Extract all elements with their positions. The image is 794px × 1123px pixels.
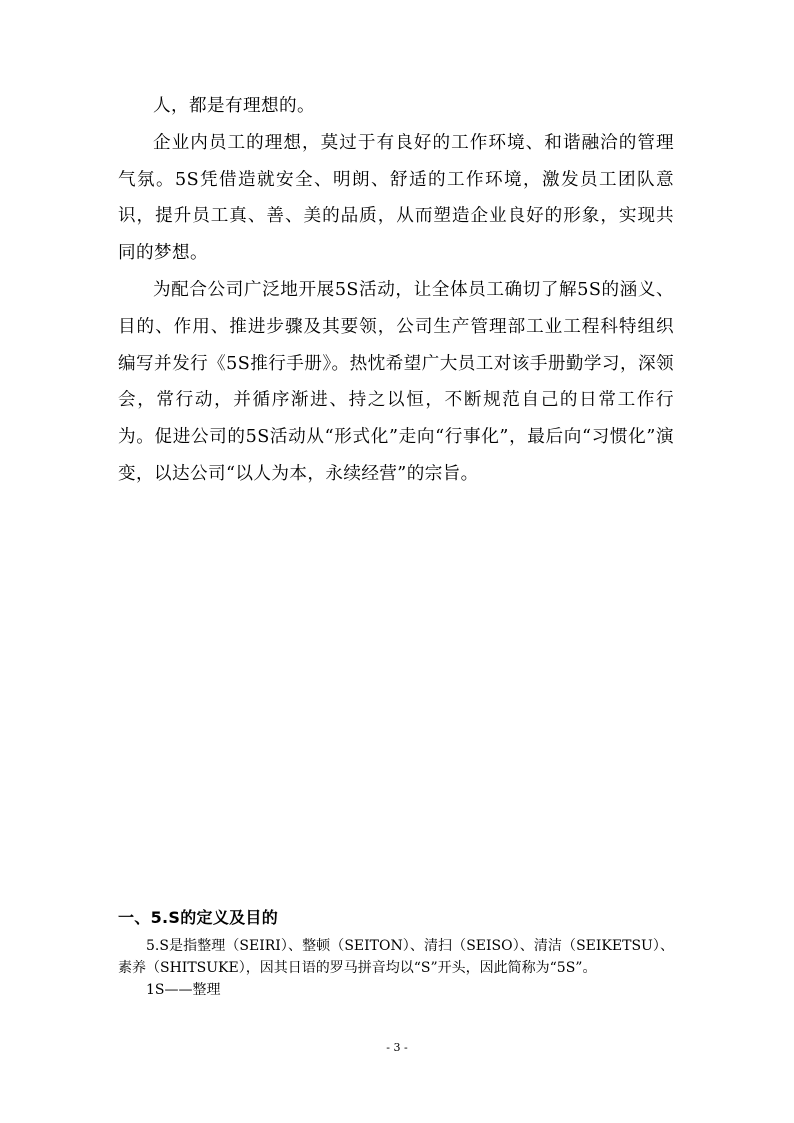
page-number: - 3 - <box>386 1041 408 1054</box>
paragraph-employee-ideal: 企业内员工的理想，莫过于有良好的工作环境、和谐融洽的管理气氛。5S凭借造就安全、明朗、舒适的工作环境，激发员工团队意识，提升员工真、善、美的品质，从而塑造企业良好的形象，实现共同的梦想。 <box>118 132 674 264</box>
body-text <box>118 88 674 493</box>
subheading-1s: 1S——整理 <box>146 982 221 998</box>
section-5s-definition <box>118 905 674 1001</box>
definition-paragraph: 5.S是指整理（SEIRI）、整顿（SEITON）、清扫（SEISO）、清洁（SEIKETSU）、素养（SHITSUKE），因其日语的罗马拼音均以“S”开头，因此简称为“5S”。 <box>118 938 674 976</box>
paragraph-handbook-purpose: 为配合公司广泛地开展5S活动，让全体员工确切了解5S的涵义、目的、作用、推进步骤及其要领，公司生产管理部工业工程科特组织编写并发行《5S推行手册》。热忱希望广大员工对该手册勤学习，深领会，常行动，并循序渐进、持之以恒，不断规范自己的日常工作行为。促进公司的5S活动从“形式化”走向“行事化”，最后向“习惯化”演变，以达公司“以人为本，永续经营”的宗旨。 <box>118 279 674 484</box>
paragraph-ideal: 人，都是有理想的。 <box>153 96 315 116</box>
section-heading: 一、5.S的定义及目的 <box>118 908 279 927</box>
